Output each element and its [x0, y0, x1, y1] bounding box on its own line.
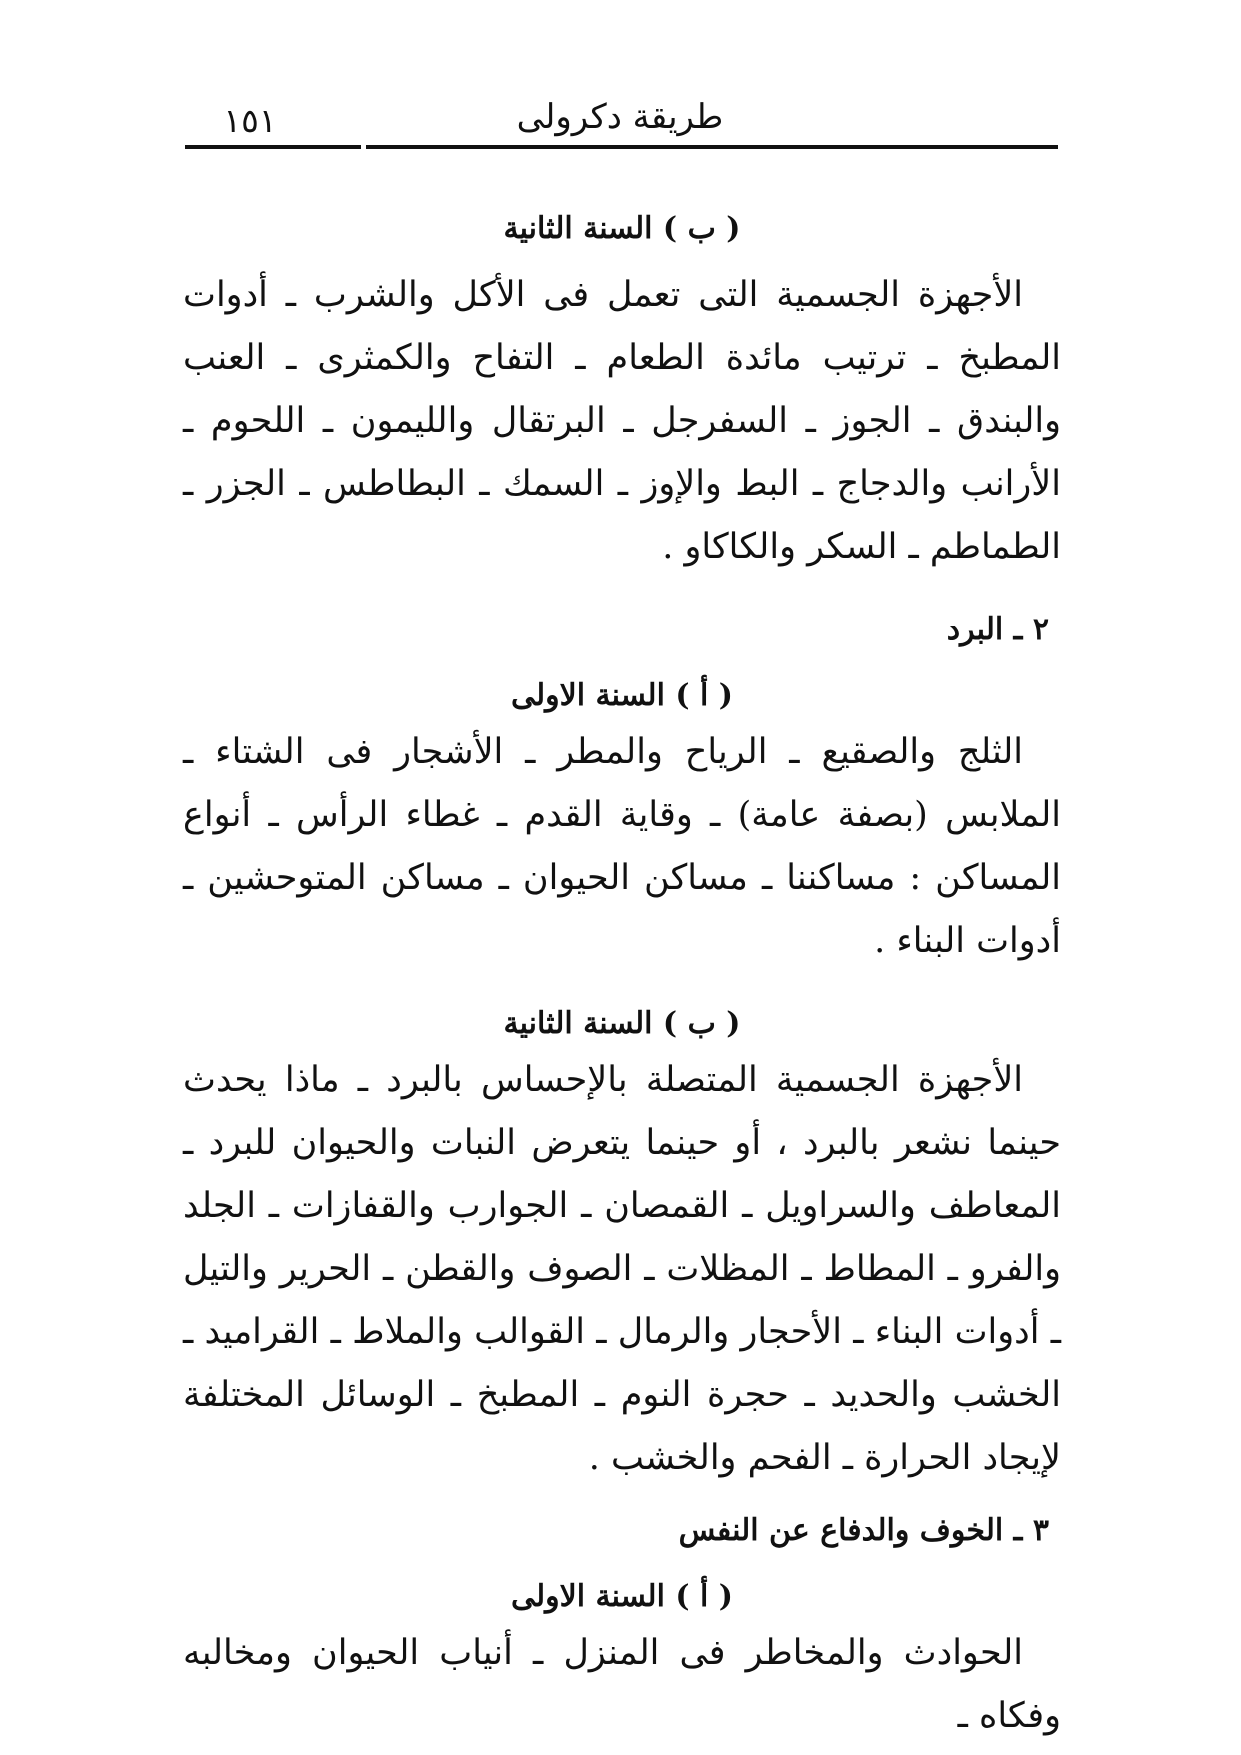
subsection-heading-first-year-fear: ( أ ) السنة الاولى [511, 1579, 733, 1614]
spacer [183, 1490, 1061, 1506]
page-number: ١٥١ [223, 101, 277, 140]
running-header-title: طريقة دكرولى [516, 97, 724, 137]
paragraph-cold-first-year: الثلج والصقيع ـ الرياح والمطر ـ الأشجار فى الشتاء ـ الملابس (بصفة عامة) ـ وقاية القدم ـ غطاء الرأس ـ أنواع المساكن : مساكننا ـ مساكن الحيوان ـ مساكن المتوحشين ـ أدوات البناء . [183, 732, 1061, 961]
section-heading-fear-self-defense: ٣ ـ الخوف والدفاع عن النفس [678, 1513, 1049, 1548]
spacer [183, 579, 1061, 605]
header-rule-left [185, 145, 361, 149]
subsection-heading-second-year-cold: ( ب ) السنة الثانية [503, 1006, 741, 1041]
subsection-heading-second-year: ( ب ) السنة الثانية [503, 211, 741, 246]
subsection-heading-first-year: ( أ ) السنة الاولى [511, 678, 733, 713]
paragraph-cold-second-year: الأجهزة الجسمية المتصلة بالإحساس بالبرد ـ ماذا يحدث حينما نشعر بالبرد ، أو حينما يتعرض النبات والحيوان للبرد ـ المعاطف والسراويل ـ القمصان ـ الجوارب والقفازات ـ الجلد والفرو ـ المطاط ـ المظلات ـ الصوف والقطن ـ الحرير والتيل ـ أدوات البناء ـ الأحجار والرمال ـ القوالب والملاط ـ القراميد ـ الخشب والحديد ـ حجرة النوم ـ المطبخ ـ الوسائل المختلفة لإيجاد الحرارة ـ الفحم والخشب . [183, 1060, 1061, 1478]
spacer [183, 1556, 1061, 1572]
paragraph-fear-first-year: الحوادث والمخاطر فى المنزل ـ أنياب الحيوان ومخالبه وفكاه ـ [183, 1633, 1061, 1736]
page-content [183, 200, 1061, 1748]
section-heading-cold: ٢ ـ البرد [946, 612, 1049, 647]
paragraph-food-topics: الأجهزة الجسمية التى تعمل فى الأكل والشرب ـ أدوات المطبخ ـ ترتيب مائدة الطعام ـ التفاح والكمثرى ـ العنب والبندق ـ الجوز ـ السفرجل ـ البرتقال والليمون ـ اللحوم ـ الأرانب والدجاج ـ البط والإوز ـ السمك ـ البطاطس ـ الجزر ـ الطماطم ـ السكر والكاكاو . [183, 275, 1061, 567]
spacer [183, 655, 1061, 671]
header-rule-right [366, 145, 1058, 149]
spacer [183, 973, 1061, 999]
